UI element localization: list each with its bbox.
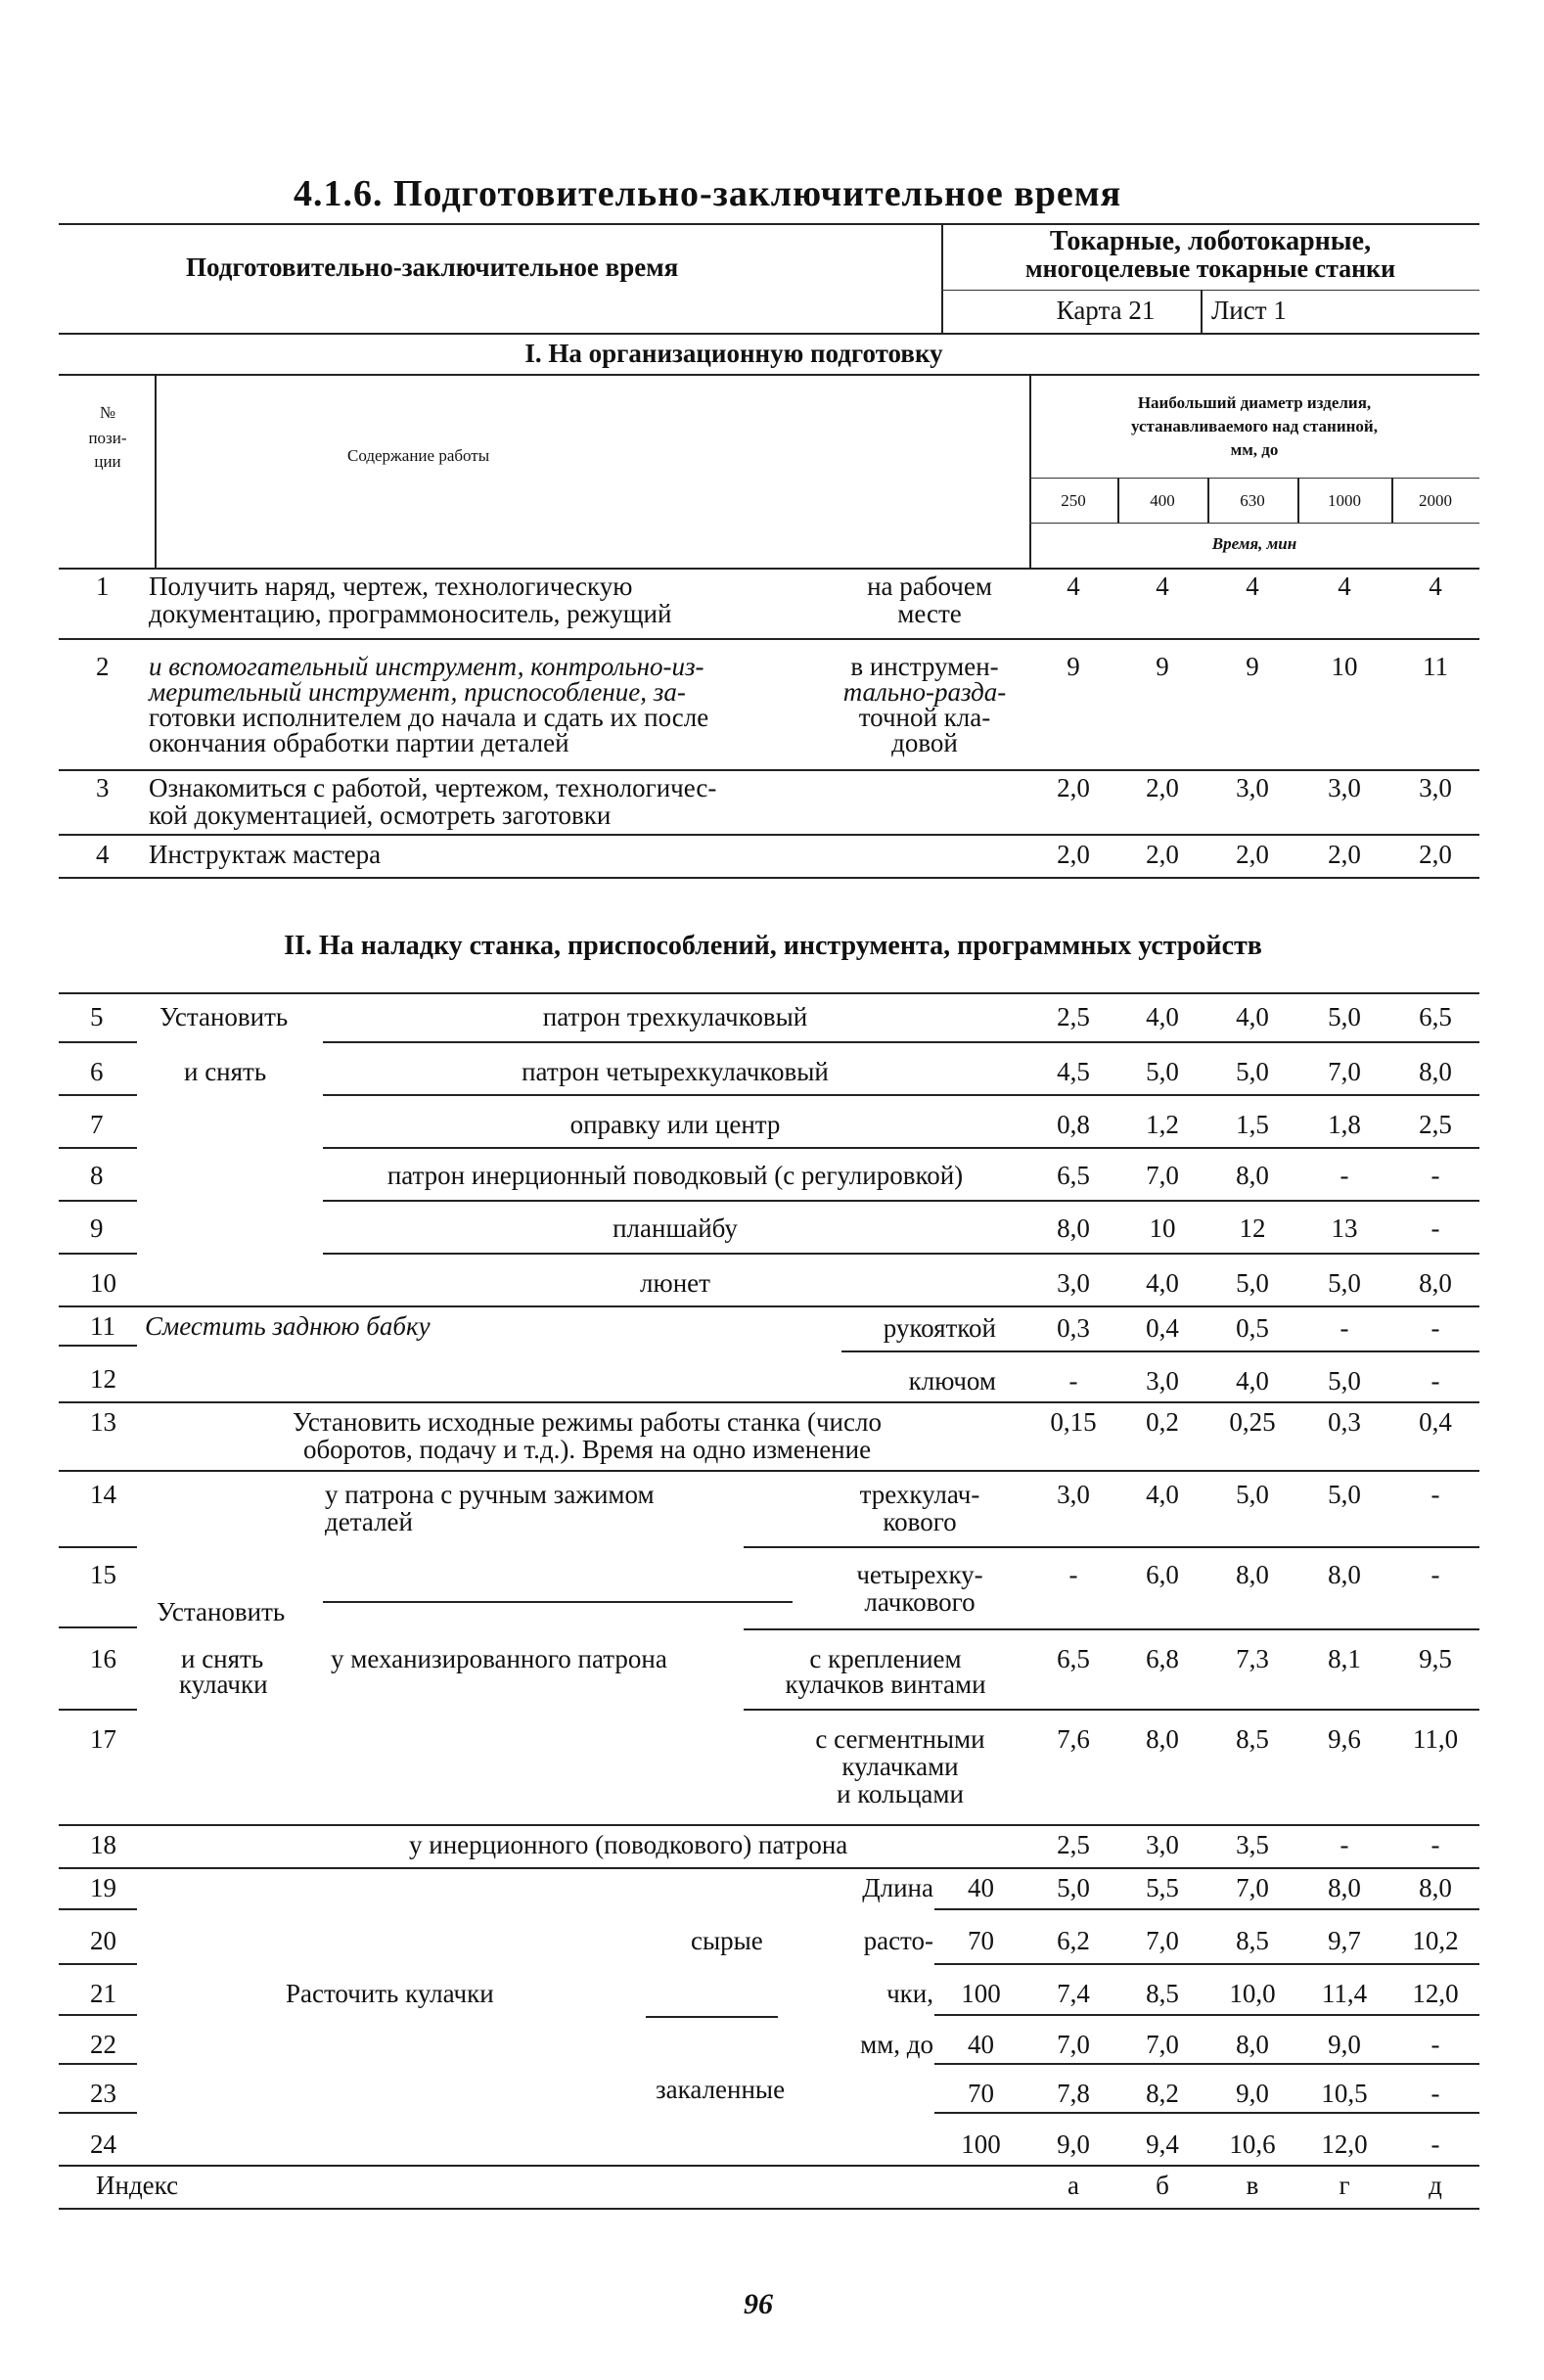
cell: -: [1430, 1366, 1440, 1396]
row-place: тально-разда-: [842, 677, 1007, 707]
rule: [59, 1908, 137, 1910]
rule: [934, 1963, 1479, 1965]
cell: 2,0: [1236, 840, 1269, 869]
row-number: 3: [96, 773, 110, 802]
cell: 8,2: [1146, 2079, 1179, 2108]
cell: 7,8: [1057, 2079, 1090, 2108]
cell: 8,5: [1146, 1979, 1179, 2008]
len-label-3: чки,: [886, 1979, 933, 2008]
cell: 8,5: [1236, 1724, 1269, 1754]
cell: 8,0: [1057, 1213, 1090, 1243]
len-label-2: расто-: [863, 1926, 933, 1955]
bore-raw: сырые: [691, 1926, 763, 1955]
rule: [934, 1908, 1479, 1910]
col-pos-1: №: [99, 403, 116, 422]
cell: 6,8: [1146, 1644, 1179, 1673]
rule: [59, 992, 1479, 994]
row-number: 24: [90, 2129, 116, 2159]
page-number: 96: [744, 2288, 773, 2320]
row-number: 21: [90, 1979, 116, 2008]
row-number: 23: [90, 2079, 116, 2108]
row-text: рукояткой: [883, 1313, 996, 1343]
mech-chuck: у механизированного патрона: [331, 1644, 667, 1673]
diam-label-3: мм, до: [1230, 440, 1279, 459]
jaws-install: Установить: [157, 1597, 286, 1626]
cell: 2,0: [1146, 840, 1179, 869]
cell: -: [1430, 1161, 1440, 1190]
jaws-word: кулачки: [179, 1670, 268, 1699]
row-text: документацию, программоноситель, режущий: [149, 599, 672, 628]
cell: 3,0: [1236, 773, 1269, 802]
cell: 2,0: [1057, 773, 1090, 802]
index-b: б: [1156, 2171, 1169, 2200]
rule: [934, 2063, 1479, 2065]
row-text: Ознакомиться с работой, чертежом, технологичес-: [149, 773, 717, 802]
cell: 4,0: [1236, 1366, 1269, 1396]
rule: [59, 769, 1479, 771]
row-number: 8: [90, 1161, 104, 1190]
diam-1000: 1000: [1328, 491, 1361, 510]
cell: 4,0: [1146, 1002, 1179, 1031]
row-text: Получить наряд, чертеж, технологическую: [149, 572, 633, 601]
rule: [59, 638, 1479, 640]
row-text: планшайбу: [613, 1213, 738, 1243]
row-number: 11: [90, 1311, 115, 1341]
len-value: 100: [961, 1979, 1001, 2008]
row-number: 16: [90, 1644, 116, 1673]
row-text: мерительный инструмент, приспособление, за-: [149, 677, 686, 707]
col-content: Содержание работы: [347, 446, 490, 465]
cell: 7,0: [1146, 1926, 1179, 1955]
cell: 3,0: [1146, 1830, 1179, 1859]
time-label: Время, мин: [1211, 534, 1297, 553]
row-text: кового: [883, 1507, 957, 1536]
row-text: кулачков винтами: [785, 1670, 986, 1699]
cell: 10: [1331, 652, 1358, 681]
cell: 7,0: [1328, 1057, 1361, 1086]
index-a: а: [1067, 2171, 1079, 2200]
tailstock-label: Сместить заднюю бабку: [145, 1311, 431, 1341]
cell: 1,8: [1328, 1110, 1361, 1139]
rule: [1029, 523, 1479, 524]
cell: 2,5: [1419, 1110, 1452, 1139]
cell: -: [1340, 1161, 1349, 1190]
jaws-remove: и снять: [181, 1644, 264, 1673]
remove-label: и снять: [184, 1057, 267, 1086]
section-title: 4.1.6. Подготовительно-заключительное время: [294, 173, 1122, 214]
cell: 0,25: [1229, 1407, 1276, 1437]
rule: [59, 1626, 137, 1628]
rule: [1029, 478, 1479, 479]
len-value: 40: [968, 2030, 994, 2059]
cell: 5,0: [1236, 1268, 1269, 1298]
cell: 6,5: [1057, 1644, 1090, 1673]
rule: [59, 2165, 1479, 2167]
index-d: д: [1429, 2171, 1442, 2200]
cell: 5,5: [1146, 1873, 1179, 1902]
row-number: 19: [90, 1873, 116, 1902]
rule: [59, 1546, 137, 1548]
rule: [59, 834, 1479, 836]
index-v: в: [1246, 2171, 1259, 2200]
row-text: четырехку-: [856, 1560, 983, 1589]
cell: 5,0: [1328, 1480, 1361, 1509]
row-number: 10: [90, 1268, 116, 1298]
index-g: г: [1339, 2171, 1350, 2200]
cell: 1,5: [1236, 1110, 1269, 1139]
cell: 9,7: [1328, 1926, 1361, 1955]
left-title: Подготовительно-заключительное время: [186, 252, 679, 282]
len-value: 40: [968, 1873, 994, 1902]
row-number: 5: [90, 1002, 104, 1031]
diam-label-2: устанавливаемого над станиной,: [1131, 417, 1378, 435]
row-number: 18: [90, 1830, 116, 1859]
row-number: 15: [90, 1560, 116, 1589]
cell: -: [1430, 1830, 1440, 1859]
rule: [59, 1470, 1479, 1472]
cell: 5,0: [1328, 1002, 1361, 1031]
row-number: 13: [90, 1407, 116, 1437]
part1-title: I. На организационную подготовку: [524, 339, 943, 368]
rule: [1201, 290, 1203, 333]
len-value: 70: [968, 2079, 994, 2108]
row-text: окончания обработки партии деталей: [149, 728, 569, 757]
cell: 4: [1429, 572, 1442, 601]
row-text: лачкового: [864, 1587, 976, 1617]
row-text: готовки исполнителем до начала и сдать их после: [149, 703, 709, 732]
row-number: 7: [90, 1110, 104, 1139]
cell: 4,0: [1146, 1480, 1179, 1509]
row-number: 4: [96, 840, 110, 869]
rule: [59, 1041, 137, 1043]
manual-chuck: деталей: [325, 1507, 413, 1536]
cell: 8,0: [1236, 1560, 1269, 1589]
cell: 6,5: [1057, 1161, 1090, 1190]
row-number: 17: [90, 1724, 116, 1754]
row-text: кулачками: [841, 1752, 959, 1781]
cell: 0,15: [1050, 1407, 1097, 1437]
rule: [941, 290, 1479, 291]
cell: 0,8: [1057, 1110, 1090, 1139]
diam-250: 250: [1061, 491, 1086, 510]
row-text: кой документацией, осмотреть заготовки: [149, 801, 612, 830]
col-pos-2: пози-: [88, 429, 127, 447]
cell: 4: [1067, 572, 1080, 601]
cell: -: [1430, 2079, 1440, 2108]
cell: 8,0: [1236, 1161, 1269, 1190]
cell: 5,0: [1057, 1873, 1090, 1902]
row-number: 9: [90, 1213, 104, 1243]
rule: [841, 1350, 1479, 1352]
cell: -: [1068, 1366, 1078, 1396]
cell: 7,0: [1236, 1873, 1269, 1902]
cell: 9,0: [1236, 2079, 1269, 2108]
cell: 7,4: [1057, 1979, 1090, 2008]
rule: [934, 2014, 1479, 2016]
cell: 8,1: [1328, 1644, 1361, 1673]
diam-2000: 2000: [1419, 491, 1452, 510]
cell: 3,0: [1419, 773, 1452, 802]
rule: [155, 374, 157, 568]
cell: 2,5: [1057, 1830, 1090, 1859]
cell: 2,0: [1057, 840, 1090, 869]
row-text: у инерционного (поводкового) патрона: [409, 1830, 848, 1859]
right-title-1: Токарные, лоботокарные,: [1049, 226, 1372, 256]
cell: -: [1430, 1560, 1440, 1589]
manual-chuck: у патрона с ручным зажимом: [325, 1480, 655, 1509]
cell: 10,0: [1229, 1979, 1276, 2008]
install-label: Установить: [159, 1002, 289, 1031]
cell: 5,0: [1236, 1057, 1269, 1086]
cell: 4: [1156, 572, 1169, 601]
rule: [934, 2112, 1479, 2114]
cell: 0,5: [1236, 1313, 1269, 1343]
cell: 2,0: [1328, 840, 1361, 869]
cell: 4,5: [1057, 1057, 1090, 1086]
cell: 9: [1246, 652, 1259, 681]
rule: [744, 1628, 1479, 1630]
row-text: патрон четырехкулачковый: [522, 1057, 829, 1086]
rule: [59, 2112, 137, 2114]
cell: 4: [1246, 572, 1259, 601]
row-text: и вспомогательный инструмент, контрольно-из-: [149, 652, 704, 681]
cell: 9,4: [1146, 2129, 1179, 2159]
rule: [59, 568, 1479, 570]
rule: [59, 1200, 137, 1202]
rule: [59, 877, 1479, 879]
cell: 8,0: [1146, 1724, 1179, 1754]
cell: 7,0: [1146, 2030, 1179, 2059]
bore-label: Расточить кулачки: [286, 1979, 494, 2008]
row-number: 12: [90, 1364, 116, 1394]
row-text: ключом: [908, 1366, 996, 1396]
row-text: патрон трехкулачковый: [542, 1002, 808, 1031]
cell: 12: [1239, 1213, 1266, 1243]
row-place: в инструмен-: [850, 652, 999, 681]
cell: 0,4: [1419, 1407, 1452, 1437]
cell: 11,4: [1321, 1979, 1368, 2008]
cell: 5,0: [1236, 1480, 1269, 1509]
row-text: с сегментными: [815, 1724, 985, 1754]
cell: 11,0: [1412, 1724, 1459, 1754]
row-text: оправку или центр: [569, 1110, 781, 1139]
rule: [59, 1147, 137, 1149]
cell: 3,0: [1057, 1480, 1090, 1509]
row-place: месте: [897, 599, 962, 628]
cell: -: [1430, 2129, 1440, 2159]
cell: -: [1430, 1480, 1440, 1509]
row-number: 22: [90, 2030, 116, 2059]
rule: [323, 1094, 1479, 1096]
cell: 3,0: [1146, 1366, 1179, 1396]
cell: 4: [1338, 572, 1351, 601]
diam-630: 630: [1240, 491, 1265, 510]
cell: 8,0: [1328, 1560, 1361, 1589]
row-number: 20: [90, 1926, 116, 1955]
cell: 4,0: [1236, 1002, 1269, 1031]
cell: 8,0: [1419, 1057, 1452, 1086]
len-value: 100: [961, 2129, 1001, 2159]
cell: 3,0: [1057, 1268, 1090, 1298]
rule: [323, 1253, 1479, 1255]
row-text: трехкулач-: [859, 1480, 980, 1509]
cell: 12,0: [1321, 2129, 1368, 2159]
len-label-4: мм, до: [860, 2030, 933, 2059]
cell: 5,0: [1146, 1057, 1179, 1086]
row-place: довой: [891, 728, 958, 757]
bore-hardened: закаленные: [656, 2075, 786, 2104]
rule: [59, 223, 1479, 225]
cell: -: [1430, 2030, 1440, 2059]
rule: [59, 1094, 137, 1096]
cell: -: [1340, 1830, 1349, 1859]
row-text: Инструктаж мастера: [149, 840, 382, 869]
rule: [59, 2208, 1479, 2210]
cell: 10,2: [1412, 1926, 1459, 1955]
row-place: на рабочем: [867, 572, 992, 601]
cell: 7,3: [1236, 1644, 1269, 1673]
sheet-number: Лист 1: [1211, 296, 1287, 325]
rule: [59, 1867, 1479, 1869]
len-value: 70: [968, 1926, 994, 1955]
rule: [744, 1546, 1479, 1548]
cell: 0,4: [1146, 1313, 1179, 1343]
cell: 9: [1156, 652, 1169, 681]
cell: 7,6: [1057, 1724, 1090, 1754]
rule: [323, 1200, 1479, 1202]
row-number: 14: [90, 1480, 116, 1509]
rule: [59, 2063, 137, 2065]
row-place: точной кла-: [858, 703, 991, 732]
cell: 6,0: [1146, 1560, 1179, 1589]
cell: 8,5: [1236, 1926, 1269, 1955]
cell: 9,6: [1328, 1724, 1361, 1754]
rule: [59, 2014, 137, 2016]
part2-title: II. На наладку станка, приспособлений, инструмента, программных устройств: [284, 931, 1262, 961]
rule: [59, 1963, 137, 1965]
cell: 11: [1423, 652, 1448, 681]
cell: 9: [1067, 652, 1080, 681]
cell: -: [1340, 1313, 1349, 1343]
rule: [646, 2016, 778, 2018]
cell: 8,0: [1419, 1873, 1452, 1902]
index-label: Индекс: [96, 2171, 179, 2200]
cell: 2,5: [1057, 1002, 1090, 1031]
len-label-1: Длина: [862, 1873, 933, 1902]
cell: 10: [1149, 1213, 1176, 1243]
card-number: Карта 21: [1056, 296, 1156, 325]
cell: 5,0: [1328, 1268, 1361, 1298]
cell: -: [1068, 1560, 1078, 1589]
rule: [59, 374, 1479, 376]
cell: -: [1430, 1313, 1440, 1343]
cell: 8,0: [1328, 1873, 1361, 1902]
cell: 10,5: [1321, 2079, 1368, 2108]
cell: 0,3: [1328, 1407, 1361, 1437]
cell: -: [1430, 1213, 1440, 1243]
rule: [59, 333, 1479, 335]
cell: 7,0: [1057, 2030, 1090, 2059]
rule: [744, 1709, 1479, 1711]
rule: [59, 1345, 137, 1347]
cell: 6,2: [1057, 1926, 1090, 1955]
col-pos-3: ции: [94, 452, 121, 471]
cell: 9,5: [1419, 1644, 1452, 1673]
cell: 9,0: [1057, 2129, 1090, 2159]
cell: 0,2: [1146, 1407, 1179, 1437]
row-number: 2: [96, 652, 110, 681]
cell: 8,0: [1419, 1268, 1452, 1298]
rule: [59, 1824, 1479, 1826]
cell: 4,0: [1146, 1268, 1179, 1298]
rule: [323, 1147, 1479, 1149]
cell: 2,0: [1419, 840, 1452, 869]
row-text: люнет: [640, 1268, 710, 1298]
cell: 1,2: [1146, 1110, 1179, 1139]
right-title-2: многоцелевые токарные станки: [1024, 254, 1396, 283]
row-text: патрон инерционный поводковый (с регулировкой): [386, 1161, 964, 1190]
row-text: Установить исходные режимы работы станка (число: [293, 1407, 882, 1437]
cell: 8,0: [1236, 2030, 1269, 2059]
row-text: с креплением: [809, 1644, 962, 1673]
rule: [59, 1305, 1479, 1307]
cell: 13: [1331, 1213, 1358, 1243]
diam-label-1: Наибольший диаметр изделия,: [1137, 393, 1372, 412]
row-text: и кольцами: [837, 1779, 964, 1808]
cell: 10,6: [1229, 2129, 1276, 2159]
rule: [323, 1601, 793, 1603]
cell: 3,0: [1328, 773, 1361, 802]
rule: [59, 1253, 137, 1255]
cell: 9,0: [1328, 2030, 1361, 2059]
cell: 7,0: [1146, 1161, 1179, 1190]
cell: 2,0: [1146, 773, 1179, 802]
cell: 6,5: [1419, 1002, 1452, 1031]
cell: 5,0: [1328, 1366, 1361, 1396]
rule: [59, 1709, 137, 1711]
rule: [323, 1041, 1479, 1043]
cell: 0,3: [1057, 1313, 1090, 1343]
diam-400: 400: [1150, 491, 1175, 510]
cell: 3,5: [1236, 1830, 1269, 1859]
cell: 12,0: [1412, 1979, 1459, 2008]
row-number: 1: [96, 572, 110, 601]
row-text: оборотов, подачу и т.д.). Время на одно изменение: [302, 1435, 872, 1464]
row-number: 6: [90, 1057, 104, 1086]
rule: [59, 1401, 1479, 1403]
